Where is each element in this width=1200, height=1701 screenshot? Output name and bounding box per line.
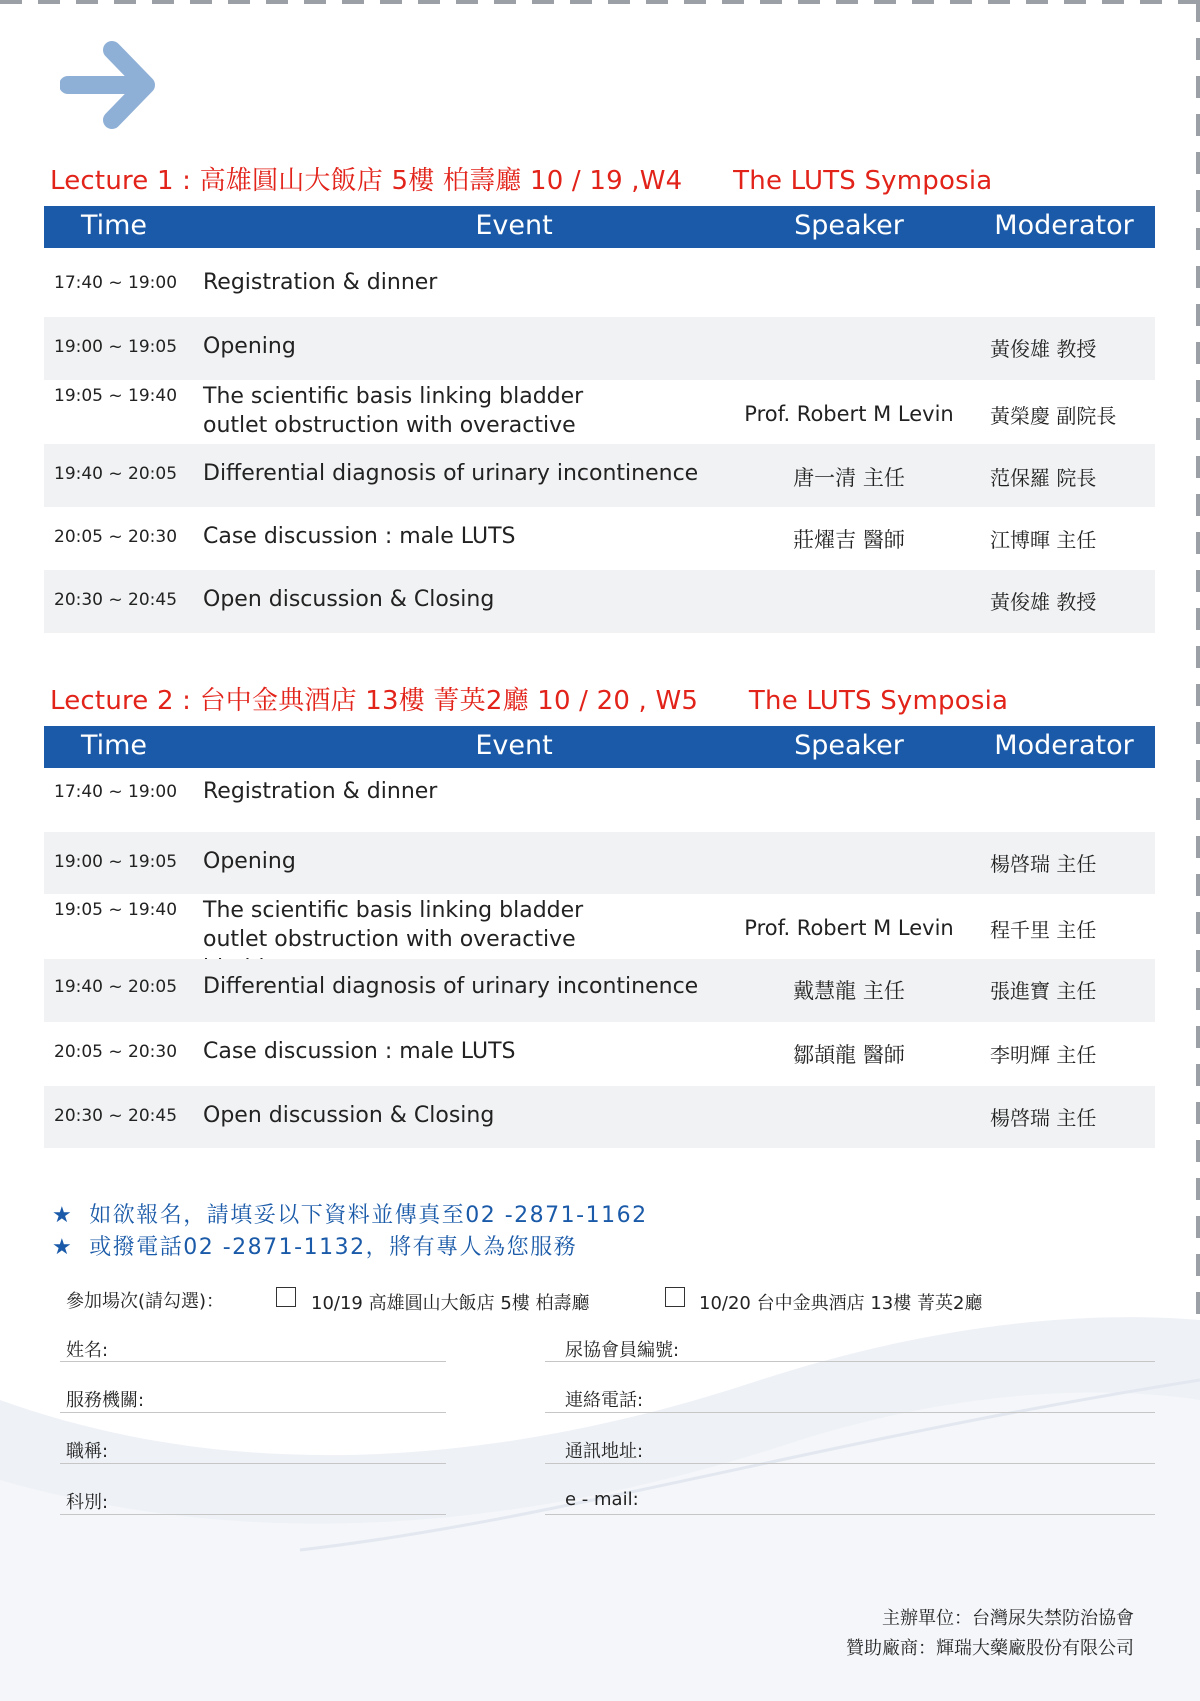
address-field-label: 通訊地址: xyxy=(565,1441,644,1462)
row-moderator: 楊啓瑞 主任 xyxy=(990,852,1097,876)
table-row xyxy=(44,1022,1155,1086)
row-time: 17:40 ~ 19:00 xyxy=(54,273,178,293)
name-field-label: 姓名: xyxy=(66,1340,109,1361)
row-event: Differential diagnosis of urinary incontinence xyxy=(203,461,699,486)
lecture2-symposia: The LUTS Symposia xyxy=(698,686,1009,716)
row-time: 19:00 ~ 19:05 xyxy=(54,852,178,872)
lecture1-venue: 高雄圓山大飯店 xyxy=(199,166,384,196)
signup-phone-text: 或撥電話02 -2871-1132，將有專人為您服務 xyxy=(89,1235,578,1260)
row-event: Differential diagnosis of urinary incontinence xyxy=(203,974,699,999)
row-speaker: 莊燿吉 醫師 xyxy=(793,528,905,552)
row-time: 20:05 ~ 20:30 xyxy=(54,527,178,547)
address-field[interactable] xyxy=(545,1463,1155,1464)
star-icon: ★ xyxy=(52,1203,74,1228)
row-speaker: 唐一清 主任 xyxy=(793,466,905,490)
row-moderator: 黃俊雄 教授 xyxy=(990,337,1097,361)
row-event: Case discussion : male LUTS xyxy=(203,524,516,549)
row-event: Open discussion & Closing xyxy=(203,587,495,612)
lecture1-date: 10 / 19 ,W4 xyxy=(529,166,683,196)
table-row xyxy=(44,894,1155,959)
table-row xyxy=(44,248,1155,317)
right-arrow-icon xyxy=(60,40,160,130)
table-header xyxy=(44,206,1155,248)
lecture2-room: 13樓 菁英2廳 xyxy=(356,686,538,716)
row-moderator: 江博暉 主任 xyxy=(990,528,1097,552)
top-dashed-border xyxy=(0,0,1200,4)
phone-field-label: 連絡電話: xyxy=(565,1390,644,1411)
session2-checkbox[interactable] xyxy=(665,1287,685,1307)
header-speaker: Speaker xyxy=(794,210,904,241)
header-moderator: Moderator xyxy=(994,210,1134,241)
row-time: 20:05 ~ 20:30 xyxy=(54,1042,178,1062)
row-moderator: 楊啓瑞 主任 xyxy=(990,1106,1097,1130)
table-row xyxy=(44,832,1155,894)
session1-label: 10/19 高雄圓山大飯店 5樓 柏壽廳 xyxy=(311,1293,590,1314)
row-moderator: 范保羅 院長 xyxy=(990,466,1097,490)
row-moderator: 張進寶 主任 xyxy=(990,979,1097,1003)
row-event: Registration & dinner xyxy=(203,779,438,804)
organization-field-label: 服務機關: xyxy=(66,1390,145,1411)
lecture1-table xyxy=(44,206,1155,633)
header-speaker: Speaker xyxy=(794,730,904,761)
row-time: 19:05 ~ 19:40 xyxy=(54,900,178,920)
row-time: 19:40 ~ 20:05 xyxy=(54,977,178,997)
email-field-label: e - mail: xyxy=(565,1489,639,1510)
header-event: Event xyxy=(475,210,553,241)
signup-fax-line xyxy=(52,1198,648,1229)
row-event: The scientific basis linking bladder outlet obstruction with overactive xyxy=(203,384,584,438)
row-speaker: 戴慧龍 主任 xyxy=(793,979,905,1003)
lecture1-label: Lecture 1 : xyxy=(50,166,200,196)
department-field[interactable] xyxy=(60,1514,446,1515)
table-row xyxy=(44,317,1155,380)
header-time: Time xyxy=(80,730,148,761)
lecture2-date: 10 / 20 , W5 xyxy=(537,686,699,716)
job-title-field-label: 職稱: xyxy=(66,1441,109,1462)
email-field[interactable] xyxy=(545,1514,1155,1515)
row-time: 17:40 ~ 19:00 xyxy=(54,782,178,802)
header-event: Event xyxy=(475,730,553,761)
row-event: Case discussion : male LUTS xyxy=(203,1039,516,1064)
department-field-label: 科別: xyxy=(66,1492,109,1513)
row-event: Open discussion & Closing xyxy=(203,1103,495,1128)
organizer-text: 主辦單位：台灣尿失禁防治協會 xyxy=(882,1608,1134,1629)
row-moderator: 李明輝 主任 xyxy=(990,1043,1097,1067)
row-event: Opening xyxy=(203,334,296,359)
lecture2-table xyxy=(44,726,1155,1148)
lecture2-venue: 台中金典酒店 xyxy=(199,686,357,716)
row-speaker: 鄒頡龍 醫師 xyxy=(793,1043,905,1067)
table-row xyxy=(44,959,1155,1022)
session-select-label: 參加場次(請勾選)： xyxy=(66,1291,225,1312)
row-speaker: Prof. Robert M Levin xyxy=(744,402,954,426)
row-moderator: 黃俊雄 教授 xyxy=(990,590,1097,614)
row-time: 20:30 ~ 20:45 xyxy=(54,590,178,610)
table-row xyxy=(44,444,1155,507)
lecture2-label: Lecture 2 : xyxy=(50,686,200,716)
row-time: 19:00 ~ 19:05 xyxy=(54,337,178,357)
row-time: 20:30 ~ 20:45 xyxy=(54,1106,178,1126)
signup-fax-text: 如欲報名，請填妥以下資料並傳真至02 -2871-1162 xyxy=(89,1203,648,1228)
header-moderator: Moderator xyxy=(994,730,1134,761)
session2-label: 10/20 台中金典酒店 13樓 菁英2廳 xyxy=(699,1293,983,1314)
star-icon: ★ xyxy=(52,1235,74,1260)
row-moderator: 黃榮慶 副院長 xyxy=(990,404,1117,428)
row-time: 19:05 ~ 19:40 xyxy=(54,386,178,406)
signup-phone-line xyxy=(52,1230,577,1261)
table-header xyxy=(44,726,1155,768)
row-event: Registration & dinner xyxy=(203,270,438,295)
table-row xyxy=(44,570,1155,633)
header-time: Time xyxy=(80,210,148,241)
lecture1-symposia: The LUTS Symposia xyxy=(682,166,993,196)
table-row xyxy=(44,768,1155,832)
row-event: The scientific basis linking bladder outlet obstruction with overactive xyxy=(203,898,584,952)
sponsor-text: 贊助廠商：輝瑞大藥廠股份有限公司 xyxy=(846,1638,1134,1659)
phone-field[interactable] xyxy=(545,1412,1155,1413)
session1-checkbox[interactable] xyxy=(276,1287,296,1307)
member-number-field[interactable] xyxy=(545,1361,1155,1362)
row-moderator: 程千里 主任 xyxy=(990,918,1097,942)
member-number-field-label: 尿協會員編號: xyxy=(565,1340,680,1361)
organization-field[interactable] xyxy=(60,1412,446,1413)
job-title-field[interactable] xyxy=(60,1463,446,1464)
table-row xyxy=(44,1086,1155,1148)
lecture2-title xyxy=(50,680,1008,717)
name-field[interactable] xyxy=(60,1361,446,1362)
table-row xyxy=(44,380,1155,444)
lecture1-room: 5樓 柏壽廳 xyxy=(383,166,530,196)
row-speaker: Prof. Robert M Levin xyxy=(744,916,954,940)
row-event: Opening xyxy=(203,849,296,874)
table-row xyxy=(44,507,1155,570)
row-time: 19:40 ~ 20:05 xyxy=(54,464,178,484)
lecture1-title xyxy=(50,160,992,197)
